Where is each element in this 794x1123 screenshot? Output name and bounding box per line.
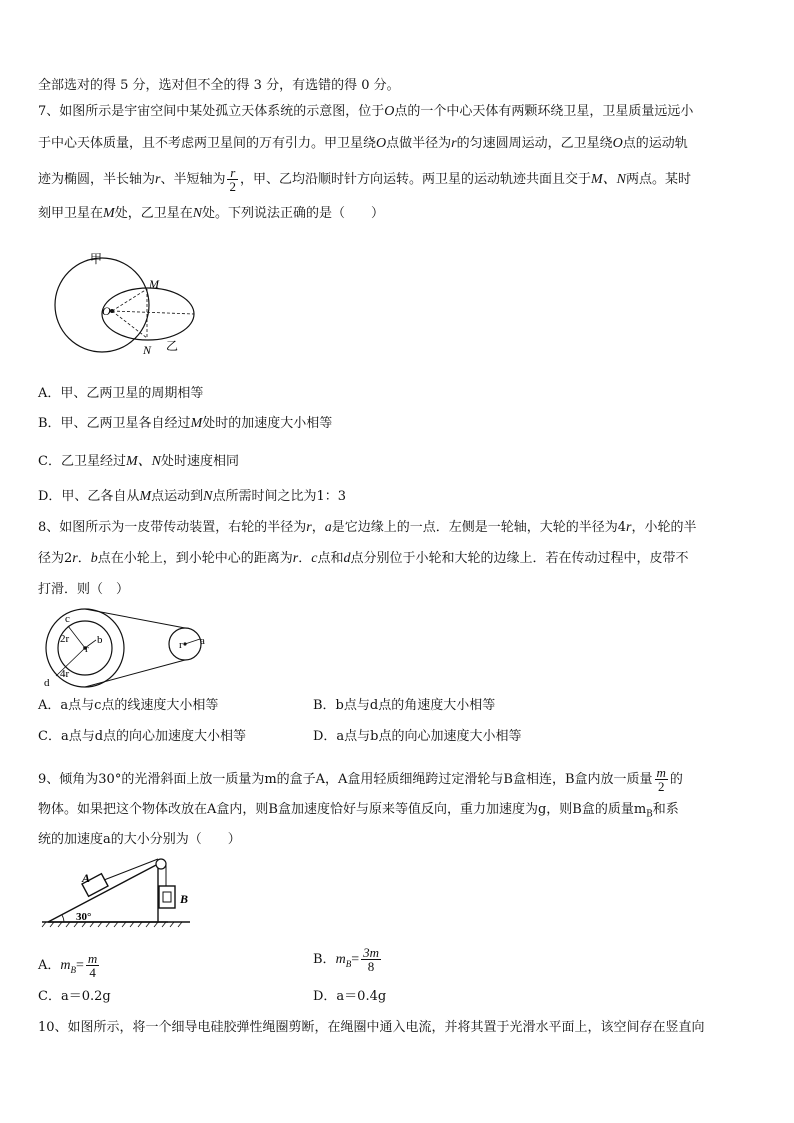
q8-option-d[interactable]: D．a点与b点的向心加速度大小相等 [313, 729, 522, 744]
q7-option-c[interactable]: C．乙卫星经过M、N处时速度相同 [38, 454, 239, 469]
q9-option-d[interactable]: D．a＝0.4g [313, 989, 387, 1004]
label-jia: 甲 [90, 252, 103, 266]
q9-line-1: 9、倾角为30°的光滑斜面上放一质量为m的盒子A，A盒用轻质细绳跨过定滑轮与B盒相连，B盒内放一质量 $\frac{m}{2}$ 的 [38, 765, 683, 794]
label-B: B [180, 892, 189, 906]
belt-drive-diagram [38, 608, 218, 690]
q8-line-1: 8、如图所示为一皮带传动装置，右轮的半径为r，a是它边缘上的一点．左侧是一轮轴，大轮的半径为4r，小轮的半 [38, 520, 697, 535]
q8-line-3: 打滑．则（ ） [38, 582, 130, 597]
label-yi: 乙 [166, 339, 179, 353]
label-c: c [65, 613, 70, 625]
label-r-right: r [179, 639, 183, 651]
q7-option-a[interactable]: A．甲、乙两卫星的周期相等 [38, 386, 204, 401]
label-N: N [143, 343, 152, 357]
fraction-r-over-2: $\frac{r}{2}$ [229, 165, 236, 194]
instruction-line: 全部选对的得 5 分，选对但不全的得 3 分，有选错的得 0 分。 [38, 78, 400, 93]
q9-option-a[interactable]: A．$m_B=$ $\frac{m}{4}$ [38, 951, 98, 980]
q9-line-3: 统的加速度a的大小分别为（ ） [38, 832, 241, 847]
label-angle: 30° [76, 911, 92, 923]
q7-line-4: 刻甲卫星在M处，乙卫星在N处。下列说法正确的是（ ） [38, 206, 385, 221]
q8-option-c[interactable]: C．a点与d点的向心加速度大小相等 [38, 729, 247, 744]
q9-line-2: 物体。如果把这个物体改放在A盒内，则B盒加速度恰好与原来等值反向，重力加速度为g，则B盒的质量$m_B$和系 [38, 802, 679, 820]
q9-option-c[interactable]: C．a＝0.2g [38, 989, 111, 1004]
q8-line-2: 径为2r．b点在小轮上，到小轮中心的距离为r．c点和d点分别位于小轮和大轮的边缘上．若在传动过程中，皮带不 [38, 551, 689, 566]
label-A: A [82, 871, 91, 885]
q7-line-1: 7、如图所示是宇宙空间中某处孤立天体系统的示意图，位于O点的一个中心天体有两颗环绕卫星，卫星质量远远小 [38, 104, 694, 119]
label-a: a [200, 635, 205, 647]
q8-option-a[interactable]: A．a点与c点的线速度大小相等 [38, 698, 219, 713]
q7-line-3: 迹为椭圆，半长轴为r、半短轴为 $\frac{r}{2}$ ，甲、乙均沿顺时针方向运转。两卫星的运动轨迹共面且交于M、N两点。某时 [38, 165, 692, 194]
q8-option-b[interactable]: B．b点与d点的角速度大小相等 [313, 698, 496, 713]
q10-line-1: 10、如图所示，将一个细导电硅胶弹性绳圈剪断，在绳圈中通入电流，并将其置于光滑水平面上，该空间存在竖直向 [38, 1020, 705, 1035]
q7-line-2: 于中心天体质量，且不考虑两卫星间的万有引力。甲卫星绕O点做半径为r的匀速圆周运动，乙卫星绕O点的运动轨 [38, 136, 688, 151]
pulley [156, 859, 166, 869]
q7-option-b[interactable]: B．甲、乙两卫星各自经过M处时的加速度大小相等 [38, 416, 333, 431]
label-O: O [102, 304, 111, 318]
label-M: M [149, 277, 159, 291]
q9-option-b[interactable]: B．$m_B=$ $\frac{3m}{8}$ [313, 945, 379, 974]
label-r: r [85, 643, 89, 655]
label-b: b [97, 634, 103, 646]
label-4r: 4r [60, 668, 70, 680]
label-d: d [44, 677, 50, 689]
orbit-diagram [50, 248, 210, 360]
label-2r: 2r [60, 633, 70, 645]
incline-pulley-diagram [40, 856, 200, 928]
q7-option-d[interactable]: D．甲、乙各自从M点运动到N点所需时间之比为1：3 [38, 489, 347, 504]
fraction-m-over-2: $\frac{m}{2}$ [656, 765, 666, 794]
